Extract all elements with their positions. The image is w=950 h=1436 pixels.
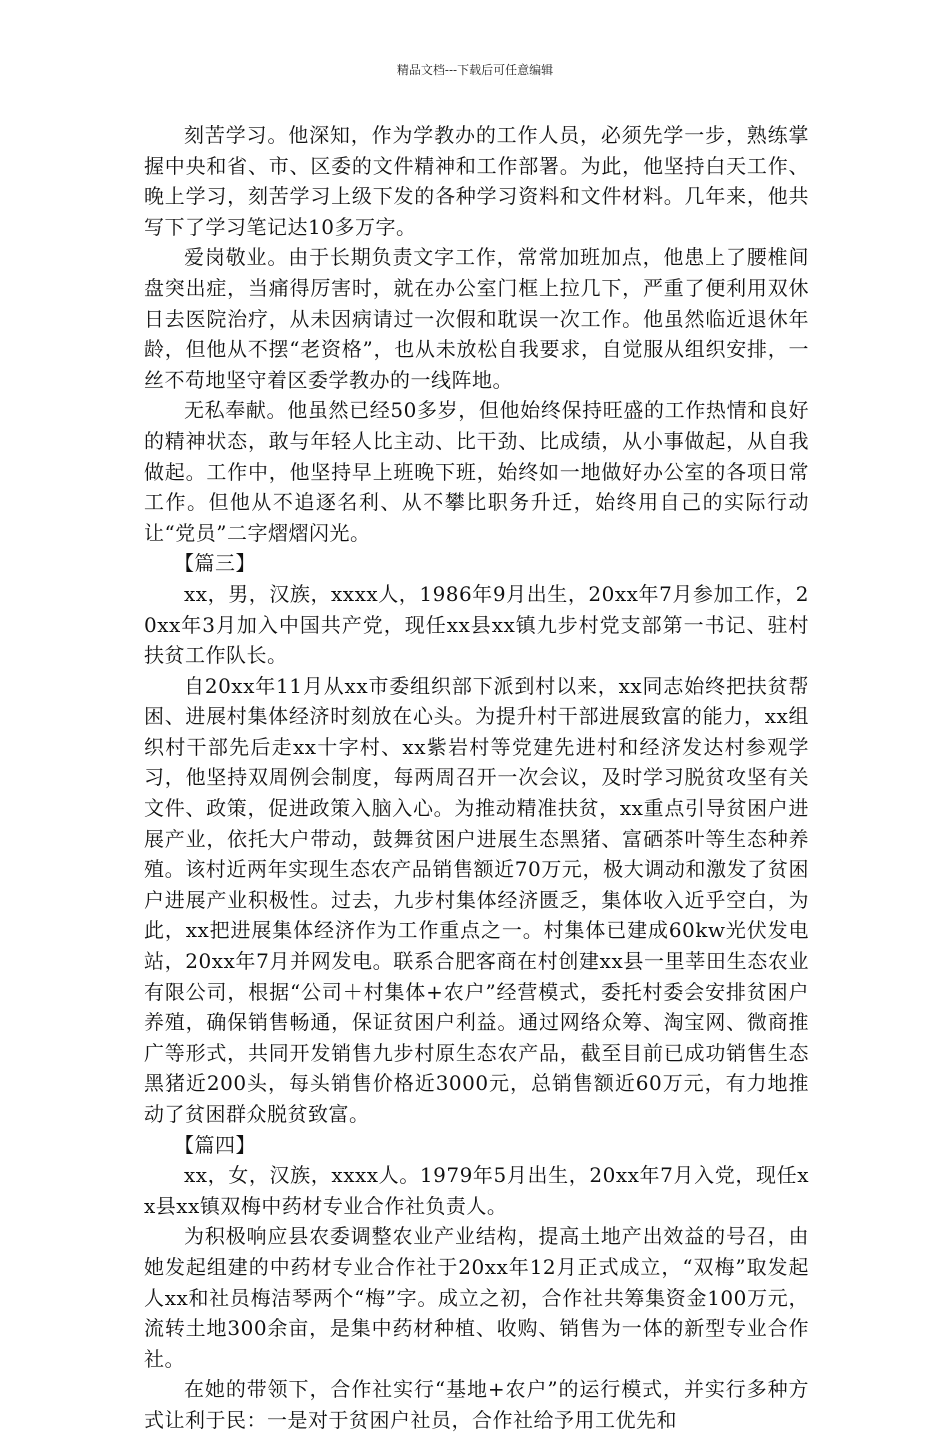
paragraph-profile-3: xx，男，汉族，xxxx人，1986年9月出生，20xx年7月参加工作，20xx年3月加入中国共产党，现任xx县xx镇九步村党支部第一书记、驻村扶贫工作队长。: [144, 581, 809, 668]
section-heading-3: 【篇三】: [174, 551, 256, 576]
paragraph-dedication: 爱岗敬业。由于长期负责文字工作，常常加班加点，他患上了腰椎间盘突出症，当痛得厉害时，就在办公室门框上拉几下，严重了便利用双休日去医院治疗，从未因病请过一次假和耽误一次工作。他虽然临近退休年龄，但他从不摆“老资格”，也从未放松自我要求，自觉服从组织安排，一丝不苟地坚守着区委学教办的一线阵地。: [144, 245, 809, 392]
section-heading-4: 【篇四】: [174, 1132, 256, 1157]
page-header: 精品文档---下载后可任意编辑: [396, 63, 554, 77]
paragraph-leadership: 在她的带领下，合作社实行“基地+农户”的运行模式，并实行多种方式让利于民：一是对于贫困户社员，合作社给予用工优先和: [144, 1377, 809, 1432]
paragraph-poverty-relief: 自20xx年11月从xx市委组织部下派到村以来，xx同志始终把扶贫帮困、进展村集体经济时刻放在心头。为提升村干部进展致富的能力，xx组织村干部先后走xx十字村、xx紫岩村等党建先进村和经济发达村参观学习，他坚持双周例会制度，每两周召开一次会议，及时学习脱贫攻坚有关文件、政策，促进政策入脑入心。为推动精准扶贫，xx重点引导贫困户进展产业，依托大户带动，鼓舞贫困户进展生态黑猪、富硒茶叶等生态种养殖。该村近两年实现生态农产品销售额近70万元，极大调动和激发了贫困户进展产业积极性。过去，九步村集体经济匮乏，集体收入近乎空白，为此，xx把进展集体经济作为工作重点之一。村集体已建成60kw光伏发电站，20xx年7月并网发电。联系合肥客商在村创建xx县一里莘田生态农业有限公司，根据“公司＋村集体+农户”经营模式，委托村委会安排贫困户养殖，确保销售畅通，保证贫困户利益。通过网络众筹、淘宝网、微商推广等形式，共同开发销售九步村原生态农产品，截至目前已成功销售生态黑猪近200头，每头销售价格近3000元，总销售额近60万元，有力地推动了贫困群众脱贫致富。: [144, 673, 809, 1126]
paragraph-profile-4: xx，女，汉族，xxxx人。1979年5月出生，20xx年7月入党，现任xx县xx镇双梅中药材专业合作社负责人。: [144, 1163, 809, 1218]
paragraph-cooperative: 为积极响应县农委调整农业产业结构，提高土地产出效益的号召，由她发起组建的中药材专业合作社于20xx年12月正式成立，“双梅”取发起人xx和社员梅洁琴两个“梅”字。成立之初，合作社共筹集资金100万元，流转土地300余亩，是集中药材种植、收购、销售为一体的新型专业合作社。: [144, 1224, 809, 1371]
paragraph-selfless: 无私奉献。他虽然已经50多岁，但他始终保持旺盛的工作热情和良好的精神状态，敢与年轻人比主动、比干劲、比成绩，从小事做起，从自我做起。工作中，他坚持早上班晚下班，始终如一地做好办公室的各项日常工作。但他从不追逐名利、从不攀比职务升迁，始终用自己的实际行动让“党员”二字熠熠闪光。: [144, 398, 809, 545]
paragraph-study: 刻苦学习。他深知，作为学教办的工作人员，必须先学一步，熟练掌握中央和省、市、区委的文件精神和工作部署。为此，他坚持白天工作、晚上学习，刻苦学习上级下发的各种学习资料和文件材料。几年来，他共写下了学习笔记达10多万字。: [144, 123, 809, 239]
document-body: [144, 120, 809, 1436]
